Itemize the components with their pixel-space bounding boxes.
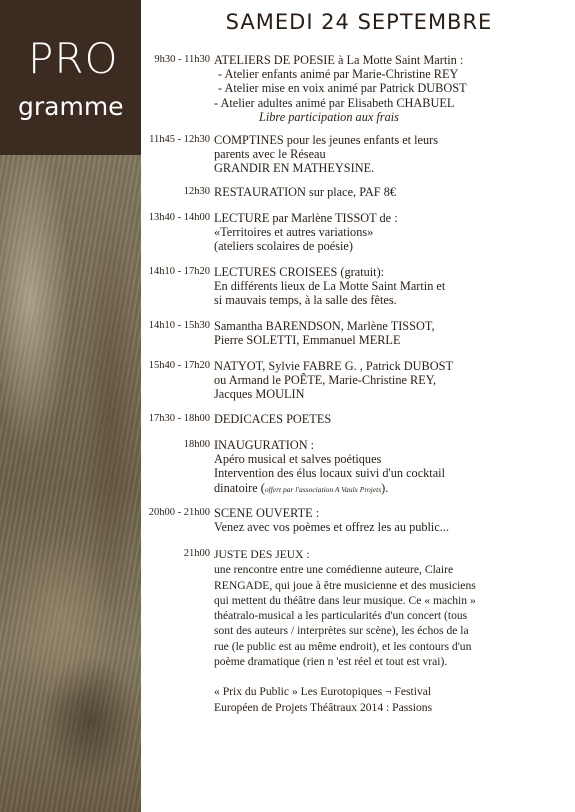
event-desc — [214, 359, 569, 402]
event-time: 21h00 — [183, 548, 210, 559]
event-desc — [214, 506, 569, 534]
event-desc — [214, 438, 569, 497]
event-line: - Atelier mise en voix animé par Patrick DUBOST — [218, 81, 467, 96]
page-title: SAMEDI 24 SEPTEMBRE — [225, 10, 493, 34]
event-time: 17h30 - 18h00 — [148, 413, 210, 424]
event-desc — [214, 53, 569, 124]
event-line: INAUGURATION : — [214, 438, 315, 452]
event-line: Libre participation aux frais — [259, 109, 399, 124]
event-line: une rencontre entre une comédienne auteure, Claire — [214, 563, 454, 577]
event-line: parents avec le Réseau — [214, 147, 326, 162]
event-time: 14h10 - 15h30 — [148, 320, 210, 331]
event-time: 11h45 - 12h30 — [149, 134, 210, 145]
event-line: COMPTINES pour les jeunes enfants et leurs — [214, 133, 439, 147]
sidebar-photo — [0, 0, 141, 812]
event-line: LECTURES CROISEES (gratuit): — [214, 265, 385, 279]
event-line: RENGADE, qui joue à être musicienne et des musiciens — [214, 578, 476, 592]
logo-top: PRO — [28, 34, 119, 83]
event-line: JUSTE DES JEUX : — [214, 548, 310, 561]
event-line: En différents lieux de La Motte Saint Martin et — [214, 279, 446, 294]
event-line: Pierre SOLETTI, Emmanuel MERLE — [214, 333, 401, 348]
event-time: 13h40 - 14h00 — [148, 212, 210, 223]
event-desc — [214, 185, 569, 199]
event-line: Européen de Projets Théâtraux 2014 : Passions — [214, 700, 433, 714]
event-line: sont des auteurs / interprètes sur scène), les échos de la — [214, 624, 469, 638]
event-line: - Atelier adultes animé par Elisabeth CHABUEL — [214, 95, 455, 110]
event-line: RESTAURATION sur place, PAF 8€ — [214, 185, 396, 199]
event-desc — [214, 211, 569, 254]
event-line: Apéro musical et salves poétiques — [214, 452, 382, 467]
event-desc — [214, 265, 569, 308]
event-line: ou Armand le POÊTE, Marie-Christine REY, — [214, 373, 437, 388]
event-desc — [214, 133, 569, 176]
event-line: SCENE OUVERTE : — [214, 506, 320, 520]
event-line: rue (le public est au même endroit), et les contours d'un — [214, 639, 472, 653]
event-line: Venez avec vos poèmes et offrez les au public... — [214, 520, 450, 535]
event-line: NATYOT, Sylvie FABRE G. , Patrick DUBOST — [214, 359, 453, 373]
event-line: Jacques MOULIN — [214, 387, 305, 402]
event-time: 14h10 - 17h20 — [148, 266, 210, 277]
event-line — [214, 481, 569, 497]
event-line: Samantha BARENDSON, Marlène TISSOT, — [214, 319, 435, 333]
event-line: (ateliers scolaires de poésie) — [214, 239, 353, 254]
event-line: «Territoires et autres variations» — [214, 225, 374, 240]
event-line: « Prix du Public » Les Eurotopiques ¬ Festival — [214, 685, 432, 699]
event-line-part: dinatoire ( — [214, 480, 265, 495]
event-desc — [214, 547, 569, 715]
event-line: poème dramatique (rien n 'est réel et tout est vrai). — [214, 655, 448, 669]
event-line: ATELIERS DE POESIE à La Motte Saint Martin : — [214, 53, 464, 67]
event-line: - Atelier enfants animé par Marie-Christine REY — [218, 67, 459, 82]
sponsor-note: offert par l'association A Vaulx Projets — [264, 484, 382, 494]
event-line: GRANDIR EN MATHEYSINE. — [214, 161, 375, 176]
event-line-part: ). — [381, 480, 389, 495]
event-time: 12h30 — [183, 186, 210, 197]
event-time: 18h00 — [183, 439, 210, 450]
event-desc — [214, 319, 569, 347]
logo-block — [0, 0, 141, 155]
event-line: LECTURE par Marlène TISSOT de : — [214, 211, 398, 225]
event-desc — [214, 412, 569, 426]
event-line: DEDICACES POETES — [214, 412, 332, 426]
event-line: Intervention des élus locaux suivi d'un cocktail — [214, 466, 446, 481]
event-time: 20h00 - 21h00 — [148, 507, 210, 518]
event-time: 15h40 - 17h20 — [148, 360, 210, 371]
event-line: théatralo-musical a les particularités d'un concert (tous — [214, 609, 468, 623]
event-line: qui mettent du théâtre dans leur musique. Ce « machin » — [214, 593, 476, 607]
logo-bottom: gramme — [18, 92, 124, 121]
event-time: 9h30 - 11h30 — [154, 54, 210, 65]
event-line: si mauvais temps, à la salle des fêtes. — [214, 293, 397, 308]
